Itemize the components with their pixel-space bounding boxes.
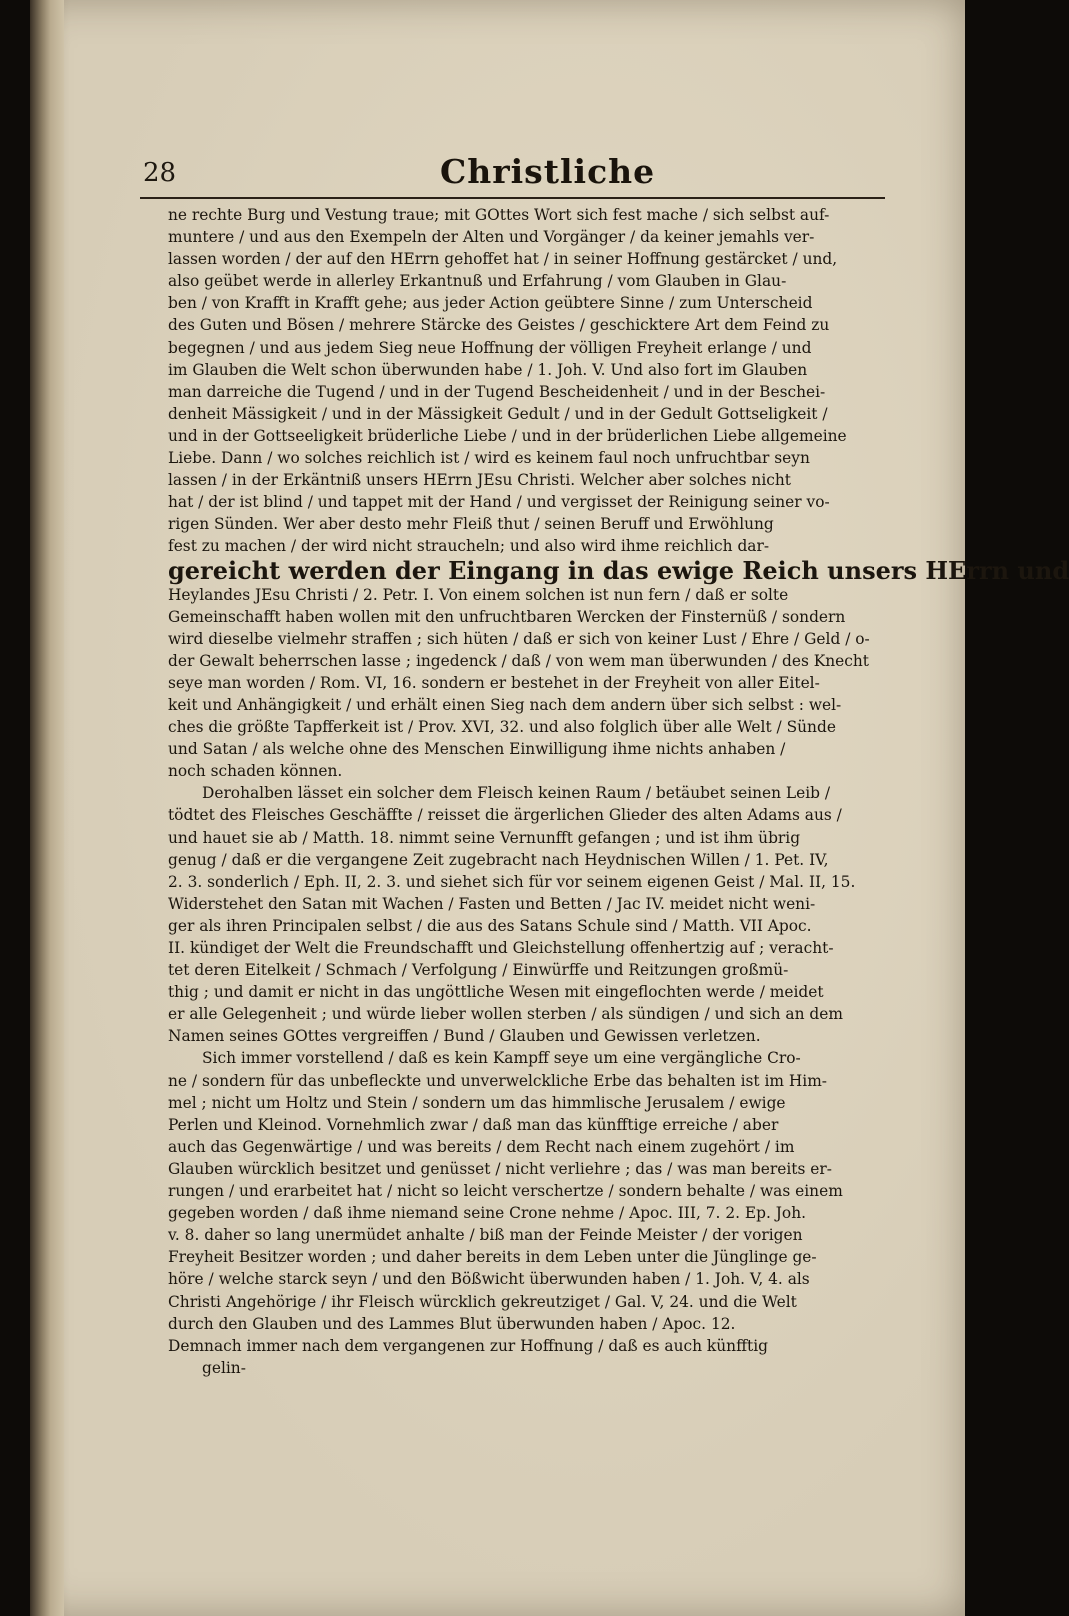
text-line: Namen seines GOttes vergreiffen / Bund / Glauben und Gewissen verletzen.	[168, 1027, 761, 1046]
text-line: ne / sondern für das unbefleckte und unverwelckliche Erbe das behalten ist im Him-	[168, 1071, 828, 1090]
text-line: rungen / und erarbeitet hat / nicht so leicht verschertze / sondern behalte / was einem	[168, 1182, 843, 1201]
text-line: gegeben worden / daß ihme niemand seine Crone nehme / Apoc. III, 7. 2. Ep. Joh.	[168, 1204, 807, 1223]
text-line: Perlen und Kleinod. Vornehmlich zwar / daß man das künfftige erreiche / aber	[168, 1115, 779, 1134]
text-line: Gemeinschafft haben wollen mit den unfruchtbaren Wercken der Finsternüß / sondern	[168, 607, 846, 626]
header-rule	[140, 197, 885, 199]
text-line: ches die größte Tapfferkeit ist / Prov. XVI, 32. und also folglich über alle Welt / Sünde	[168, 718, 836, 737]
text-line: mel ; nicht um Holtz und Stein / sondern um das himmlische Jerusalem / ewige	[168, 1093, 786, 1112]
text-line: hat / der ist blind / und tappet mit der Hand / und vergisset der Reinigung seiner vo-	[168, 493, 830, 512]
text-line: v. 8. daher so lang unermüdet anhalte / biß man der Feinde Meister / der vorigen	[168, 1226, 803, 1245]
text-line: Christi Angehörige / ihr Fleisch würcklich gekreutziget / Gal. V, 24. und die Welt	[168, 1292, 797, 1311]
text-line: seye man worden / Rom. VI, 16. sondern er bestehet in der Freyheit von aller Eitel-	[168, 673, 820, 692]
text-line: thig ; und damit er nicht in das ungöttliche Wesen mit eingeflochten werde / meidet	[168, 983, 824, 1002]
text-line: ne rechte Burg und Vestung traue; mit GOttes Wort sich fest mache / sich selbst auf-	[168, 206, 830, 224]
text-line: und hauet sie ab / Matth. 18. nimmt seine Vernunfft gefangen ; und ist ihm übrig	[168, 828, 801, 847]
paragraph-start: Derohalben lässet ein solcher dem Fleisch keinen Raum / betäubet seinen Leib /	[202, 784, 831, 803]
text-line: begegnen / und aus jedem Sieg neue Hoffnung der völligen Freyheit erlange / und	[168, 338, 812, 357]
text-line: keit und Anhängigkeit / und erhält einen Sieg nach dem andern über sich selbst : wel-	[168, 695, 842, 714]
text-line: Freyheit Besitzer worden ; und daher bereits in dem Leben unter die Jünglinge ge-	[168, 1248, 817, 1267]
text-line: und in der Gottseeligkeit brüderliche Liebe / und in der brüderlichen Liebe allgemeine	[168, 426, 847, 445]
text-line: im Glauben die Welt schon überwunden habe / 1. Joh. V. Und also fort im Glauben	[168, 360, 808, 379]
page-number: 28	[143, 158, 177, 188]
body-text	[168, 204, 1069, 1379]
text-line: rigen Sünden. Wer aber desto mehr Fleiß thut / seinen Beruff und Erwöhlung	[168, 515, 774, 534]
text-line: tödtet des Fleisches Geschäffte / reisset die ärgerlichen Glieder des alten Adams aus /	[168, 806, 842, 825]
text-line: und Satan / als welche ohne des Menschen Einwilligung ihme nichts anhaben /	[168, 740, 786, 759]
text-line: der Gewalt beherrschen lasse ; ingedenck / daß / von wem man überwunden / des Knecht	[168, 651, 869, 670]
paragraph-start: gelin-	[202, 1358, 246, 1377]
text-line: tet deren Eitelkeit / Schmach / Verfolgung / Einwürffe und Reitzungen großmü-	[168, 961, 789, 980]
text-line: noch schaden können.	[168, 762, 343, 781]
text-line: man darreiche die Tugend / und in der Tugend Bescheidenheit / und in der Beschei-	[168, 382, 826, 401]
running-title: Christliche	[440, 152, 656, 191]
text-line: genug / daß er die vergangene Zeit zugebracht nach Heydnischen Willen / 1. Pet. IV,	[168, 850, 829, 869]
text-line: Demnach immer nach dem vergangenen zur Hoffnung / daß es auch künfftig	[168, 1336, 768, 1355]
page-header	[140, 152, 875, 198]
text-line: höre / welche starck seyn / und den Bößwicht überwunden haben / 1. Joh. V, 4. als	[168, 1270, 810, 1289]
text-line: ben / von Krafft in Krafft gehe; aus jeder Action geübtere Sinne / zum Unterscheid	[168, 294, 813, 313]
text-line: lassen / in der Erkäntniß unsers HErrn JEsu Christi. Welcher aber solches nicht	[168, 471, 791, 490]
text-line: auch das Gegenwärtige / und was bereits / dem Recht nach einem zugehört / im	[168, 1137, 795, 1156]
text-line: denheit Mässigkeit / und in der Mässigkeit Gedult / und in der Gedult Gottseligkeit /	[168, 404, 828, 423]
text-line: also geübet werde in allerley Erkantnuß und Erfahrung / vom Glauben in Glau-	[168, 272, 787, 291]
page-gutter	[30, 0, 64, 1616]
text-line-emphasis: gereicht werden der Eingang in das ewige Reich unsers HErrn und	[168, 555, 1069, 585]
text-line: durch den Glauben und des Lammes Blut überwunden haben / Apoc. 12.	[168, 1314, 736, 1333]
text-line: fest zu machen / der wird nicht straucheln; und also wird ihme reichlich dar-	[168, 537, 770, 556]
text-line: Liebe. Dann / wo solches reichlich ist / wird es keinem faul noch unfruchtbar seyn	[168, 449, 810, 468]
text-line: II. kündiget der Welt die Freundschafft und Gleichstellung offenhertzig auf ; veracht-	[168, 939, 834, 957]
text-line: er alle Gelegenheit ; und würde lieber wollen sterben / als sündigen / und sich an dem	[168, 1005, 843, 1024]
text-line: des Guten und Bösen / mehrere Stärcke des Geistes / geschicktere Art dem Feind zu	[168, 316, 830, 335]
text-line: 2. 3. sonderlich / Eph. II, 2. 3. und siehet sich für vor seinem eigenen Geist / Mal. II, 15.	[168, 872, 856, 891]
text-line: muntere / und aus den Exempeln der Alten und Vorgänger / da keiner jemahls ver-	[168, 228, 815, 247]
text-line: Widerstehet den Satan mit Wachen / Fasten und Betten / Jac IV. meidet nicht weni-	[168, 894, 816, 913]
paragraph-start: Sich immer vorstellend / daß es kein Kampff seye um eine vergängliche Cro-	[202, 1049, 801, 1068]
text-line: wird dieselbe vielmehr straffen ; sich hüten / daß er sich von keiner Lust / Ehre / Geld / o-	[168, 629, 870, 648]
text-line: Heylandes JEsu Christi / 2. Petr. I. Von einem solchen ist nun fern / daß er solte	[168, 585, 789, 604]
text-line: ger als ihren Principalen selbst / die aus des Satans Schule sind / Matth. VII Apoc.	[168, 916, 812, 935]
text-line: Glauben würcklich besitzet und genüsset / nicht verliehre ; das / was man bereits er-	[168, 1159, 832, 1178]
text-line: lassen worden / der auf den HErrn gehoffet hat / in seiner Hoffnung gestärcket / und,	[168, 250, 838, 269]
